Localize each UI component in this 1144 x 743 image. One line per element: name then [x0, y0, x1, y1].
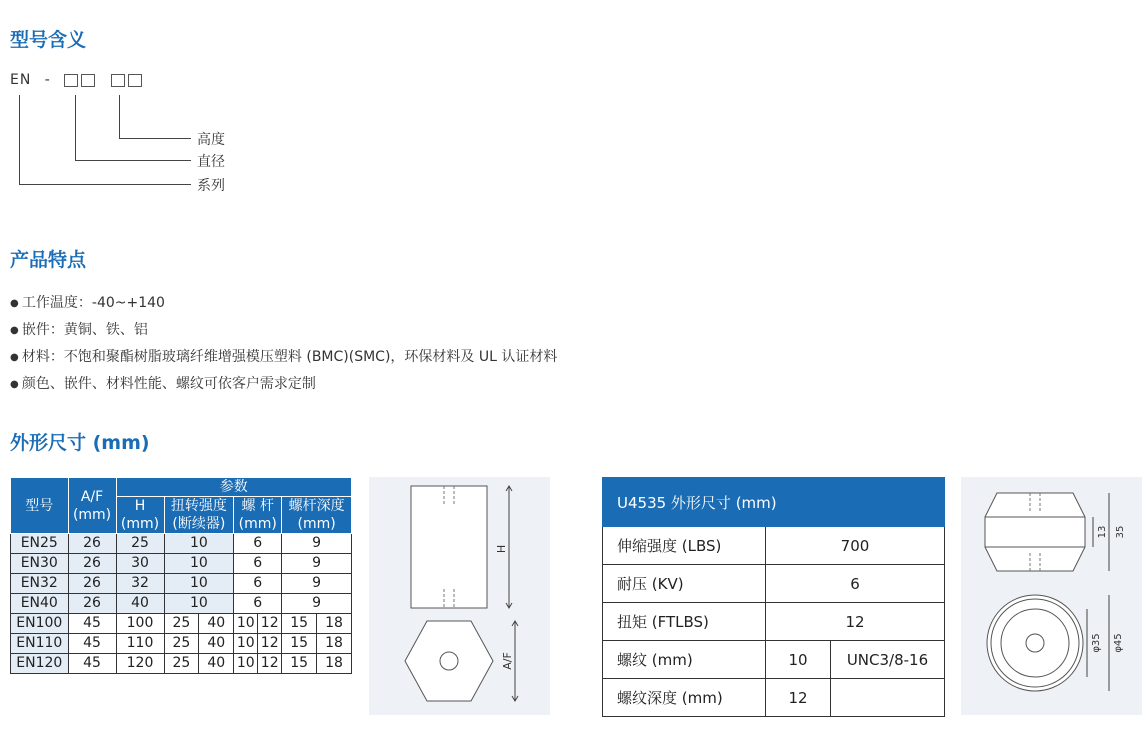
col-params: 参数: [116, 478, 351, 497]
cell-bolt: 6: [234, 554, 282, 574]
cell-torque: 10: [164, 554, 234, 574]
u4535-title: U4535 外形尺寸 (mm): [603, 478, 945, 527]
cell-depth: 9: [282, 594, 352, 614]
cell-depth: 9: [282, 534, 352, 554]
cell-depth-2: 18: [317, 634, 352, 654]
height-line-v: [119, 95, 120, 139]
cell-torque-1: 25: [164, 654, 199, 674]
cell-bolt: 6: [234, 594, 282, 614]
u4535-drawing-panel: [961, 477, 1142, 715]
thread-label: 螺纹 (mm): [603, 641, 766, 679]
dim-35-label: 35: [1115, 525, 1126, 539]
series-line-v: [19, 95, 20, 185]
cell-model: EN100: [11, 614, 69, 634]
table-row: [11, 554, 352, 574]
diameter-box-1: [64, 74, 78, 87]
cell-bolt-2: 12: [258, 634, 282, 654]
model-dash: -: [44, 72, 51, 88]
cell-bolt-2: 12: [258, 614, 282, 634]
cell-bolt: 6: [234, 534, 282, 554]
dimensions-heading: 外形尺寸 (mm): [10, 432, 150, 454]
cell-torque-2: 40: [199, 614, 234, 634]
features-heading: 产品特点: [10, 249, 87, 271]
features-list: [10, 290, 557, 398]
thread-spec: UNC3/8-16: [831, 641, 945, 679]
cell-model: EN25: [11, 534, 69, 554]
feature-item: ● 工作温度：-40~+140: [10, 290, 557, 317]
torque-label: 扭矩 (FTLBS): [603, 603, 766, 641]
cell-af: 26: [68, 534, 116, 554]
diameter-box-2: [81, 74, 95, 87]
cell-h: 100: [116, 614, 164, 634]
cell-af: 45: [68, 654, 116, 674]
cell-depth-1: 15: [282, 634, 317, 654]
cell-bolt-2: 12: [258, 654, 282, 674]
body-side-view: [411, 486, 487, 608]
height-box-2: [128, 74, 142, 87]
cell-bolt-1: 10: [234, 654, 258, 674]
diameter-label: 直径: [197, 154, 225, 170]
cell-model: EN110: [11, 634, 69, 654]
cell-depth: 9: [282, 554, 352, 574]
dimensions-table: [10, 477, 352, 674]
h-dim-label: H: [495, 544, 508, 554]
cell-af: 26: [68, 574, 116, 594]
voltage-label: 耐压 (KV): [603, 565, 766, 603]
cell-depth-2: 18: [317, 614, 352, 634]
col-depth: 螺杆深度 (mm): [282, 497, 352, 534]
cell-af: 45: [68, 634, 116, 654]
cell-h: 120: [116, 654, 164, 674]
cell-h: 32: [116, 574, 164, 594]
cell-bolt-1: 10: [234, 634, 258, 654]
cell-h: 110: [116, 634, 164, 654]
height-line-h: [119, 138, 191, 139]
cell-bolt: 6: [234, 574, 282, 594]
phi35-label: φ35: [1091, 633, 1102, 653]
cell-h: 25: [116, 534, 164, 554]
dim-13-label: 13: [1097, 525, 1108, 539]
cell-depth-1: 15: [282, 654, 317, 674]
feature-item: ● 颜色、嵌件、材料性能、螺纹可依客户需求定制: [10, 371, 557, 398]
torque-value: 12: [766, 603, 945, 641]
thread-size: 10: [766, 641, 831, 679]
cell-depth-1: 15: [282, 614, 317, 634]
cell-h: 40: [116, 594, 164, 614]
insulator-side-view: [985, 493, 1085, 571]
table-row: [11, 574, 352, 594]
model-code: [10, 72, 145, 88]
diameter-line-v: [75, 95, 76, 161]
tensile-value: 700: [766, 527, 945, 565]
cell-model: EN120: [11, 654, 69, 674]
model-prefix: EN: [10, 72, 32, 88]
table-row: [11, 534, 352, 554]
cell-af: 45: [68, 614, 116, 634]
table-row: [11, 614, 352, 634]
table-row: [11, 634, 352, 654]
cell-torque: 10: [164, 594, 234, 614]
table-row: [11, 654, 352, 674]
cell-model: EN40: [11, 594, 69, 614]
en-drawing: [369, 477, 550, 715]
col-h: H (mm): [116, 497, 164, 534]
series-line-h: [19, 184, 191, 185]
cell-torque: 10: [164, 534, 234, 554]
phi45-label: φ45: [1113, 633, 1124, 653]
height-label: 高度: [197, 132, 225, 148]
series-label: 系列: [197, 178, 225, 194]
cell-depth-2: 18: [317, 654, 352, 674]
u4535-drawing: [961, 477, 1142, 715]
voltage-value: 6: [766, 565, 945, 603]
cell-torque-2: 40: [199, 634, 234, 654]
cell-af: 26: [68, 554, 116, 574]
cell-af: 26: [68, 594, 116, 614]
col-model: 型号: [11, 478, 69, 534]
cell-torque-1: 25: [164, 634, 199, 654]
u4535-table: [602, 477, 945, 717]
diameter-line-h: [75, 160, 191, 161]
model-meaning-heading: 型号含义: [10, 29, 87, 51]
table-row: [11, 594, 352, 614]
cell-h: 30: [116, 554, 164, 574]
col-bolt: 螺 杆 (mm): [234, 497, 282, 534]
cell-model: EN32: [11, 574, 69, 594]
cell-torque-1: 25: [164, 614, 199, 634]
tensile-label: 伸缩强度 (LBS): [603, 527, 766, 565]
thread-depth-value: 12: [766, 679, 831, 717]
feature-item: ● 嵌件：黄铜、铁、铝: [10, 317, 557, 344]
cell-bolt-1: 10: [234, 614, 258, 634]
cell-depth: 9: [282, 574, 352, 594]
thread-depth-extra: [831, 679, 945, 717]
thread-depth-label: 螺纹深度 (mm): [603, 679, 766, 717]
af-dim-label: A/F: [501, 652, 514, 670]
cell-torque-2: 40: [199, 654, 234, 674]
cell-torque: 10: [164, 574, 234, 594]
height-box-1: [111, 74, 125, 87]
col-torque: 扭转强度 (断续器): [164, 497, 234, 534]
feature-item: ● 材料：不饱和聚酯树脂玻璃纤维增强模压塑料 (BMC)(SMC)，环保材料及 UL 认证材料: [10, 344, 557, 371]
col-af: A/F (mm): [68, 478, 116, 534]
cell-model: EN30: [11, 554, 69, 574]
en-drawing-panel: [369, 477, 550, 715]
